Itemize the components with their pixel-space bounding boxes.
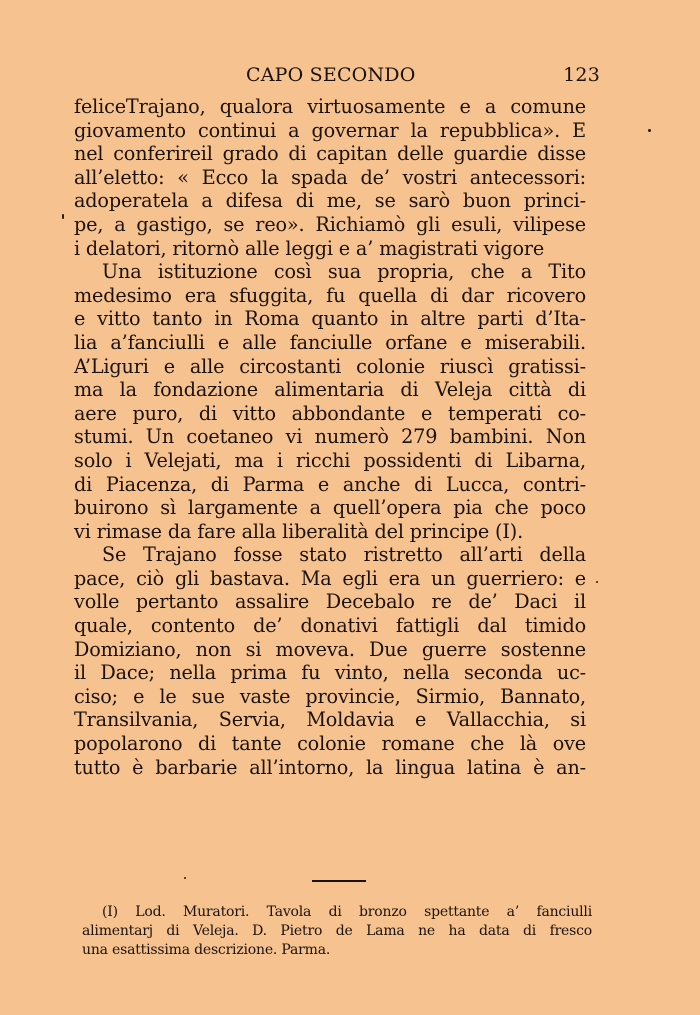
text-line: nel conferireil grado di capitan delle guardie disse — [74, 142, 586, 166]
text-line: tutto è barbarie all’intorno, la lingua latina è an- — [74, 755, 586, 779]
footnote-line: (I) Lod. Muratori. Tavola di bronzo spettante a’ fanciulli — [102, 904, 592, 920]
text-line: aere puro, di vitto abbondante e temperati co- — [74, 401, 586, 425]
body-text — [74, 95, 586, 779]
footnote-line: una esattissima descrizione. Parma. — [82, 942, 331, 958]
text-line: buirono sì largamente a quell’opera pia che poco — [74, 496, 586, 520]
ink-speck — [596, 581, 598, 583]
text-line: giovamento continui a governar la repubblica». E — [74, 118, 586, 142]
text-line: Transilvania, Servia, Moldavia e Vallacchia, si — [74, 708, 586, 732]
ink-speck — [184, 877, 186, 879]
chapter-title: CAPO SECONDO — [246, 64, 416, 86]
ink-speck — [648, 129, 651, 132]
text-line: feliceTrajano, qualora virtuosamente e a comune — [74, 95, 586, 118]
text-line: Domiziano, non si moveva. Due guerre sostenne — [74, 637, 586, 661]
text-line: quale, contento de’ donativi fattigli dal timido — [74, 614, 586, 638]
text-line: di Piacenza, di Parma e anche di Lucca, contri- — [74, 472, 586, 496]
text-line: stumi. Un coetaneo vi numerò 279 bambini. Non — [74, 425, 586, 449]
footnote — [82, 903, 592, 960]
ink-speck — [62, 214, 64, 219]
text-line: vi rimase da fare alla liberalità del principe (I). — [74, 519, 524, 543]
text-line: lia a’fanciulli e alle fanciulle orfane e miserabili. — [74, 330, 586, 354]
text-line: ma la fondazione alimentaria di Veleja città di — [74, 378, 586, 402]
text-line: volle pertanto assalire Decebalo re de’ Daci il — [74, 590, 586, 614]
text-line: all’eletto: « Ecco la spada de’ vostri antecessori: — [74, 165, 586, 189]
text-line: popolarono di tante colonie romane che là ove — [74, 732, 586, 756]
text-line: pace, ciò gli bastava. Ma egli era un guerriero: e — [74, 566, 586, 590]
footnote-line: alimentarj di Veleja. D. Pietro de Lama ne ha data di fresco — [82, 923, 592, 939]
running-head — [72, 64, 600, 92]
text-line: adoperatela a difesa di me, se sarò buon princi- — [74, 189, 586, 213]
text-line: solo i Velejati, ma i ricchi possidenti di Libarna, — [74, 448, 586, 472]
text-line: i delatori, ritornò alle leggi e a’ magistrati vigore — [74, 236, 545, 260]
text-line: pe, a gastigo, se reo». Richiamò gli esuli, vilipese — [74, 212, 586, 236]
text-line: il Dace; nella prima fu vinto, nella seconda uc- — [74, 661, 586, 685]
text-line: Una istituzione così sua propria, che a Tito — [102, 260, 586, 284]
text-line: e vitto tanto in Roma quanto in altre parti d’Ita- — [74, 307, 586, 331]
text-line: A’Liguri e alle circostanti colonie riuscì gratissi- — [74, 354, 586, 378]
text-line: Se Trajano fosse stato ristretto all’arti della — [102, 543, 586, 567]
footnote-separator — [312, 880, 366, 882]
text-line: ciso; e le sue vaste provincie, Sirmio, Bannato, — [74, 684, 586, 708]
text-line: medesimo era sfuggita, fu quella di dar ricovero — [74, 283, 586, 307]
page-number: 123 — [563, 64, 600, 86]
